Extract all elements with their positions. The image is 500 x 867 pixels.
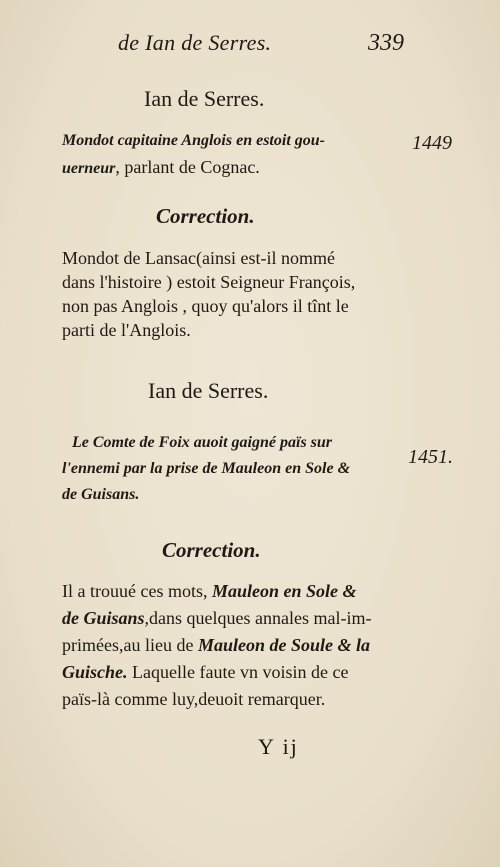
text-line: uerneur, parlant de Cognac. <box>62 157 260 177</box>
text-line: de Guisans. <box>62 486 140 503</box>
section-heading-4: Correction. <box>162 538 261 562</box>
text-line: Mondot capitaine Anglois en estoit gou- <box>62 132 325 149</box>
text-line: Guische. Laquelle faute vn voisin de ce <box>62 662 349 682</box>
text-line: parti de l'Anglois. <box>62 320 191 340</box>
text-line: dans l'histoire ) estoit Seigneur François, <box>62 272 356 292</box>
text-line: primées,au lieu de Mauleon de Soule & la <box>62 635 370 655</box>
text-line: l'ennemi par la prise de Mauleon en Sole & <box>62 460 351 477</box>
text-line: Le Comte de Foix auoit gaigné païs sur <box>72 434 333 451</box>
section-text-2 <box>62 246 355 342</box>
running-title: de Ian de Serres. <box>118 30 272 55</box>
text-line: païs-là comme luy,deuoit remarquer. <box>62 689 326 709</box>
page-number: 339 <box>368 30 404 56</box>
margin-date-1: 1449 <box>412 132 452 154</box>
section-heading-3: Ian de Serres. <box>148 378 269 403</box>
section-heading-1: Ian de Serres. <box>144 86 265 111</box>
section-text-1 <box>62 128 325 182</box>
text-line: non pas Anglois , quoy qu'alors il tînt le <box>62 296 349 316</box>
text-line: Mondot de Lansac(ainsi est-il nommé <box>62 248 335 268</box>
section-text-4 <box>62 578 371 713</box>
section-text-3 <box>62 430 350 508</box>
signature-mark: Y ij <box>258 734 299 759</box>
margin-date-2: 1451. <box>408 446 453 468</box>
text-line: de Guisans,dans quelques annales mal-im- <box>62 608 372 628</box>
section-heading-2: Correction. <box>156 204 255 228</box>
text-line: Il a trouué ces mots, Mauleon en Sole & <box>62 581 357 601</box>
